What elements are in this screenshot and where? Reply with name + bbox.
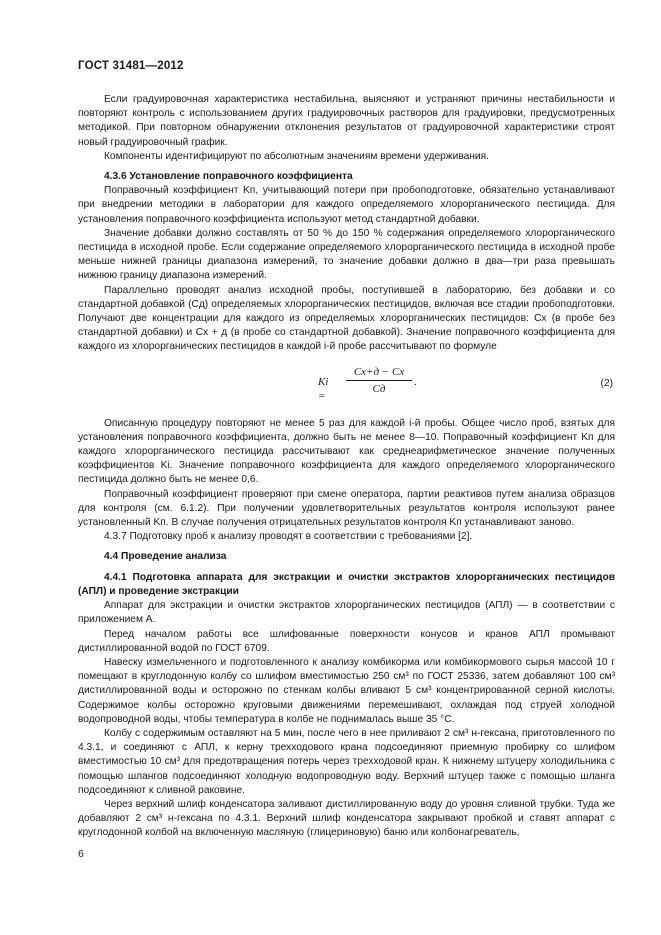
section-heading-4-4: 4.4 Проведение анализа xyxy=(104,551,227,563)
paragraph: Компоненты идентифицируют по абсолютным значениям времени удерживания. xyxy=(104,150,489,162)
formula-lhs: Ki = xyxy=(318,375,329,402)
formula-2 xyxy=(78,363,615,407)
formula-number: (2) xyxy=(600,377,613,389)
paragraph: Перед началом работы все шлифованные поверхности конусов и кранов АПЛ промывают дистиллированной водой по ГОСТ 6709. xyxy=(78,628,615,654)
page-number: 6 xyxy=(78,848,84,860)
paragraph: 4.3.7 Подготовку проб к анализу проводят в соответствии с требованиями [2]. xyxy=(104,531,473,543)
paragraph: Поправочный коэффициент Kп, учитывающий потери при пробоподготовке, обязательно устанавливают при внедрении методики в лаборатории для каждого определяемого хлорорганического пестицида. Для установления поправочного коэффициента используют метод стандартной добавки. xyxy=(78,185,615,225)
paragraph: Параллельно проводят анализ исходной пробы, поступившей в лабораторию, без добавки и со стандартной добавкой (Cд) определяемых хлорорганических пестицидов, включая все стадии пробоподготовки. Получают две концентрации для каждого из определяемых хлорорганических пестицидов: Cx (в пробе без стандартной добавки) и Cx + д (в пробе со стандартной добавкой). Значение поправочного коэффициента для каждого из хлорорганических пестицидов в каждой i-й пробе рассчитывают по формуле xyxy=(78,284,615,353)
formula-fraction xyxy=(346,365,412,396)
formula-tail: . xyxy=(414,375,417,388)
fraction-bar xyxy=(346,380,412,381)
paragraph: Поправочный коэффициент проверяют при смене оператора, партии реактивов путем анализа образцов для контроля (см. 6.1.2). При получении удовлетворительных результатов контроля используют ранее установленный Kп. В случае получения отрицательных результатов контроля Kп устанавливают заново. xyxy=(78,488,615,529)
document-body xyxy=(78,93,615,841)
paragraph: Колбу с содержимым оставляют на 5 мин, после чего в нее приливают 2 см³ н-гексана, приготовленного по 4.3.1, и соединяют с АПЛ, к керну трехходового крана подсоединяют приемную пробирку со шлифом вместимостью 10 см³ для предотвращения потерь через трехходовой кран. К нижнему штуцеру холодильника с помощью шлангов подсоединяют холодную водопроводную воду. Верхний штуцер также с помощью шланга подсоединяют к сливной раковине. xyxy=(78,727,615,796)
section-heading-4-4-1: 4.4.1 Подготовка аппарата для экстракции и очистки экстрактов хлорорганических пестицидов (АПЛ) и проведение экстракции xyxy=(78,571,615,597)
paragraph: Описанную процедуру повторяют не менее 5 раз для каждой i-й пробы. Общее число проб, взятых для установления поправочного коэффициента, должно быть не менее 8—10. Поправочный коэффициент Kп для каждого хлорорганического пестицида рассчитывают как среднеарифметическое значение полученных коэффициентов Ki. Значение поправочного коэффициента для каждого определяемого хлорорганического пестицида должно быть не менее 0,6. xyxy=(78,417,615,486)
paragraph: Через верхний шлиф конденсатора заливают дистиллированную воду до уровня сливной трубки. Туда же добавляют 2 см³ н-гексана по 4.3.1. Верхний шлиф конденсатора закрывают пробкой и ставят аппарат с круглодонной колбой на включенную масляную (глицериновую) баню или колбонагреватель, xyxy=(78,798,615,839)
document-header: ГОСТ 31481—2012 xyxy=(78,60,184,72)
paragraph: Навеску измельченного и подготовленного к анализу комбикорма или комбикормового сырья массой 10 г помещают в круглодонную колбу со шлифом вместимостью 250 см³ по ГОСТ 25336, затем добавляют 100 см³ дистиллированной воды и осторожно по стенкам колбы вливают 5 см³ концентрированной серной кислоты. Содержимое колбы осторожно круговыми движениями перемешивают, охлаждая под струей холодной водопроводной воды, чтобы температура в колбе не поднималась выше 35 °C. xyxy=(78,656,615,725)
section-heading-4-3-6: 4.3.6 Установление поправочного коэффициента xyxy=(104,171,353,183)
paragraph: Значение добавки должно составлять от 50 % до 150 % содержания определяемого хлорорганического пестицида в исходной пробе. Если содержание определяемого хлорорганического пестицида в исходной пробе меньше нижней границы диапазона измерений, то значение добавки должно в два—три раза превышать нижнюю границу диапазона измерений. xyxy=(78,227,615,282)
formula-numerator: Cx+д − Cx xyxy=(353,365,405,378)
formula-denominator: Cд xyxy=(372,382,386,395)
paragraph: Аппарат для экстракции и очистки экстрактов хлорорганических пестицидов (АПЛ) — в соответствии с приложением А. xyxy=(78,600,615,626)
paragraph: Если градуировочная характеристика нестабильна, выясняют и устраняют причины нестабильности и повторяют контроль с использованием других градуировочных растворов для градуировки, предусмотренных методикой. При повторном обнаружении отклонения результатов от градуировочной характеристики строят новый градуировочный график. xyxy=(78,94,615,148)
